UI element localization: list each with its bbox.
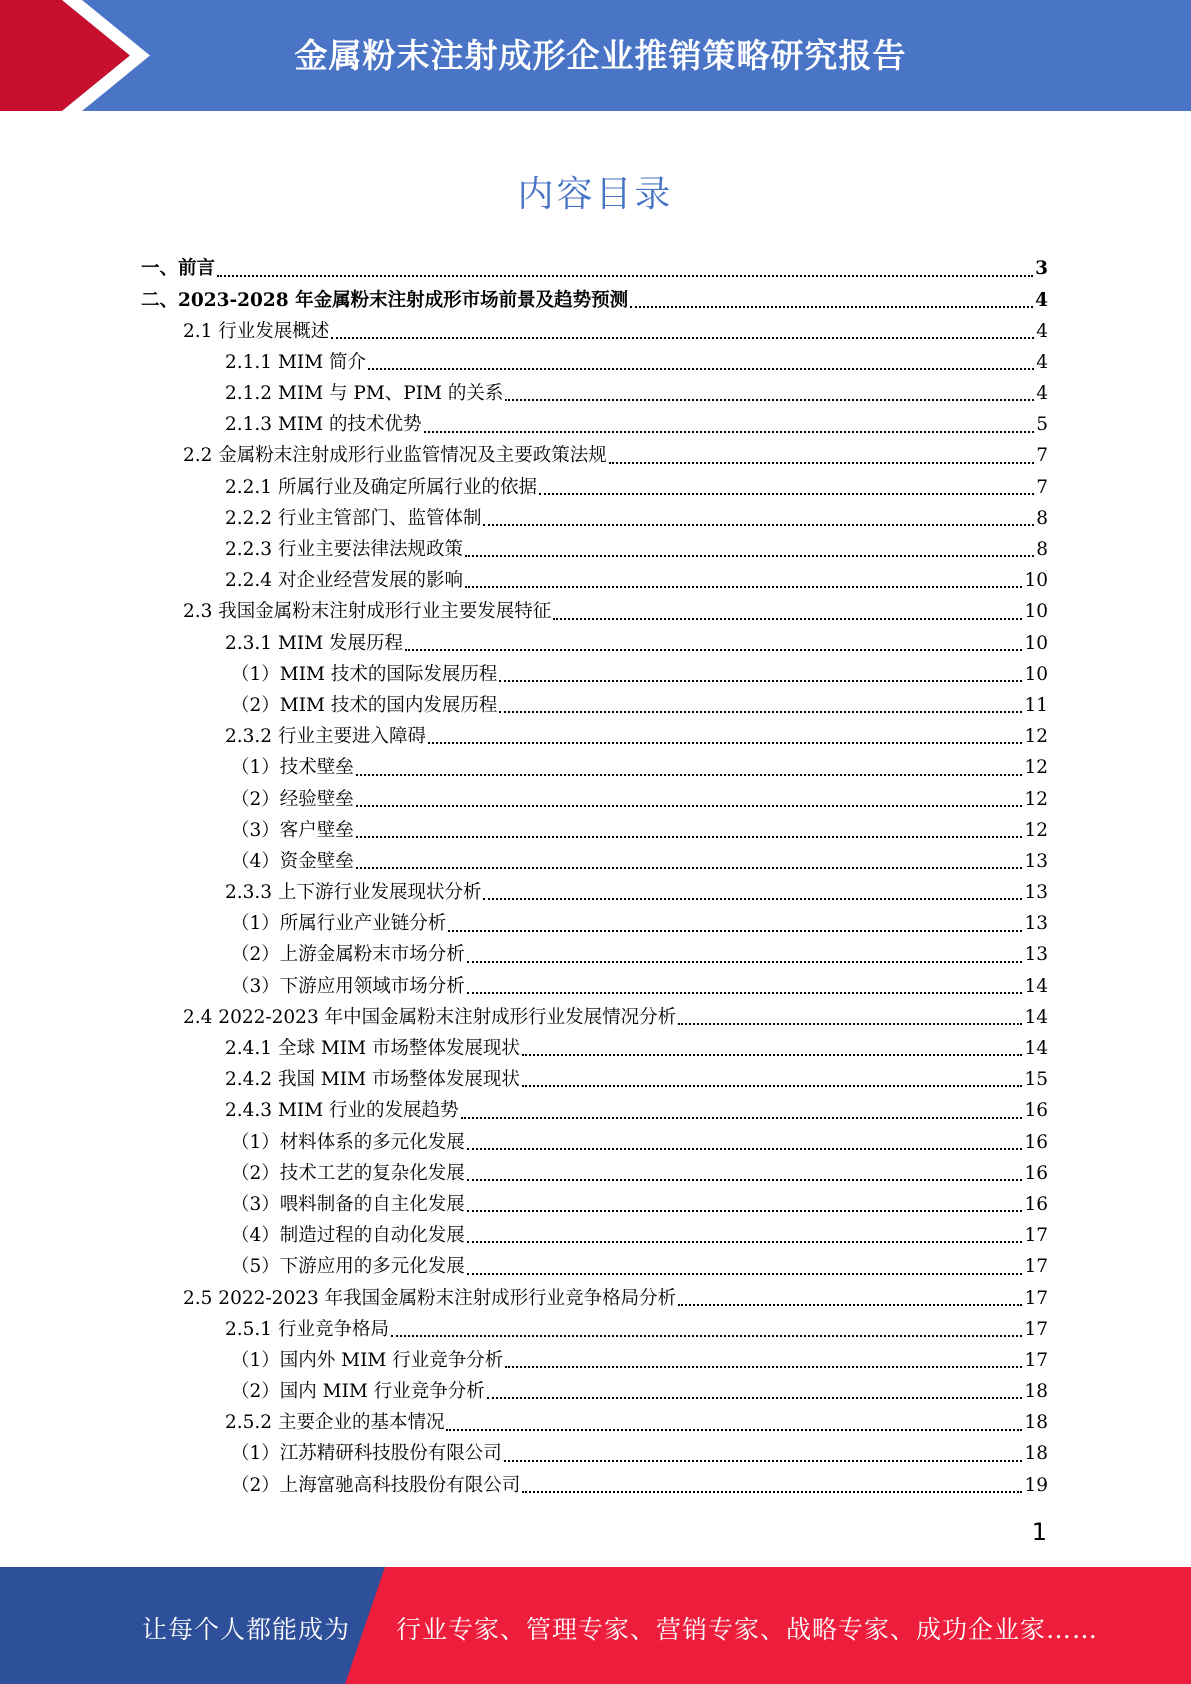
toc-leader-dots (428, 742, 1022, 744)
toc-entry[interactable] (141, 410, 1048, 441)
toc-leader-dots (609, 462, 1034, 464)
toc-entry[interactable] (141, 815, 1048, 846)
toc-entry[interactable] (141, 1314, 1048, 1345)
toc-leader-dots (522, 1491, 1022, 1493)
toc-entry-page: 17 (1024, 1256, 1048, 1278)
toc-entry-title: （1）所属行业产业链分析 (231, 913, 447, 935)
toc-entry[interactable] (141, 535, 1048, 566)
toc-entry-title: （3）客户壁垒 (231, 819, 354, 841)
toc-entry-title: （4）资金壁垒 (231, 850, 354, 872)
toc-leader-dots (678, 1023, 1022, 1025)
toc-entry-page: 17 (1024, 1349, 1048, 1371)
toc-entry-page: 16 (1024, 1193, 1048, 1215)
toc-leader-dots (487, 1397, 1023, 1399)
toc-leader-dots (522, 1085, 1023, 1087)
toc-entry-title: 2.3 我国金属粉末注射成形行业主要发展特征 (183, 601, 552, 623)
toc-entry[interactable] (141, 1283, 1048, 1314)
toc-entry-title: （5）下游应用的多元化发展 (231, 1256, 465, 1278)
toc-entry-page: 13 (1024, 944, 1048, 966)
toc-entry[interactable] (141, 1034, 1048, 1065)
toc-entry[interactable] (141, 1065, 1048, 1096)
page-number: 1 (1031, 1518, 1047, 1546)
toc-leader-dots (630, 306, 1033, 308)
toc-entry[interactable] (141, 472, 1048, 503)
toc-entry-title: 2.2.3 行业主要法律法规政策 (225, 539, 463, 561)
toc-entry-page: 12 (1024, 819, 1048, 841)
toc-entry-page: 4 (1036, 320, 1048, 342)
toc-leader-dots (467, 992, 1023, 994)
toc-entry-page: 11 (1024, 694, 1048, 716)
toc-entry-page: 16 (1024, 1100, 1048, 1122)
toc-entry[interactable] (141, 597, 1048, 628)
toc-entry-title: 2.5 2022-2023 年我国金属粉末注射成形行业竞争格局分析 (183, 1287, 677, 1309)
toc-leader-dots (465, 555, 1034, 557)
toc-leader-dots (553, 618, 1022, 620)
toc-entry-page: 16 (1024, 1131, 1048, 1153)
toc-entry[interactable] (141, 254, 1048, 285)
toc-entry[interactable] (141, 722, 1048, 753)
toc-entry-title: 一、前言 (141, 258, 216, 280)
footer-slogan-left: 让每个人都能成为 (142, 1615, 351, 1644)
toc-entry-page: 19 (1024, 1474, 1048, 1496)
toc-entry-page: 14 (1024, 1038, 1048, 1060)
toc-leader-dots (522, 1054, 1023, 1056)
toc-entry-page: 4 (1036, 351, 1048, 373)
toc-leader-dots (331, 337, 1034, 339)
toc-entry[interactable] (141, 441, 1048, 472)
toc-entry[interactable] (141, 628, 1048, 659)
toc-entry-page: 17 (1024, 1318, 1048, 1340)
toc-entry-page: 17 (1024, 1287, 1048, 1309)
toc-entry-page: 18 (1024, 1443, 1048, 1465)
toc-entry-page: 4 (1036, 383, 1048, 405)
toc-entry-title: 2.4.3 MIM 行业的发展趋势 (225, 1100, 459, 1122)
toc-entry[interactable] (141, 659, 1048, 690)
toc-entry-title: 2.2.1 所属行业及确定所属行业的依据 (225, 476, 537, 498)
footer-slogan-right: 行业专家、管理专家、营销专家、战略专家、成功企业家…… (396, 1615, 1099, 1644)
toc-entry-title: （2）技术工艺的复杂化发展 (231, 1162, 465, 1184)
toc-leader-dots (465, 586, 1022, 588)
toc-entry-title: 2.4.2 我国 MIM 市场整体发展现状 (225, 1069, 520, 1091)
toc-leader-dots (467, 1148, 1023, 1150)
toc-entry-title: （1）国内外 MIM 行业竞争分析 (231, 1349, 504, 1371)
toc-entry[interactable] (141, 878, 1048, 909)
toc-entry-page: 12 (1024, 757, 1048, 779)
toc-entry[interactable] (141, 316, 1048, 347)
toc-entry-title: （1）材料体系的多元化发展 (231, 1131, 465, 1153)
toc-entry-page: 12 (1024, 788, 1048, 810)
toc-leader-dots (678, 1304, 1022, 1306)
toc-entry-page: 13 (1024, 850, 1048, 872)
toc-entry-title: （2）国内 MIM 行业竞争分析 (231, 1381, 485, 1403)
toc-leader-dots (467, 1241, 1023, 1243)
toc-entry[interactable] (141, 1408, 1048, 1439)
header-banner (0, 0, 1191, 111)
toc-leader-dots (356, 836, 1023, 838)
toc-leader-dots (467, 1273, 1023, 1275)
toc-entry-title: 2.2.4 对企业经营发展的影响 (225, 570, 463, 592)
toc-leader-dots (504, 1460, 1023, 1462)
toc-entry[interactable] (141, 847, 1048, 878)
toc-leader-dots (356, 867, 1023, 869)
toc-leader-dots (368, 368, 1034, 370)
table-of-contents (141, 254, 1048, 1502)
toc-entry-title: （2）经验壁垒 (231, 788, 354, 810)
toc-entry-page: 5 (1036, 414, 1048, 436)
toc-entry[interactable] (141, 1127, 1048, 1158)
toc-entry[interactable] (141, 1439, 1048, 1470)
toc-entry-title: （2）MIM 技术的国内发展历程 (231, 694, 498, 716)
toc-entry-page: 14 (1024, 975, 1048, 997)
toc-entry-title: 2.2 金属粉末注射成形行业监管情况及主要政策法规 (183, 445, 607, 467)
toc-leader-dots (467, 1179, 1023, 1181)
toc-entry-page: 10 (1024, 663, 1048, 685)
toc-leader-dots (467, 1210, 1023, 1212)
toc-leader-dots (448, 930, 1022, 932)
toc-leader-dots (356, 805, 1023, 807)
toc-entry[interactable] (141, 691, 1048, 722)
toc-entry-title: （2）上海富驰高科技股份有限公司 (231, 1474, 521, 1496)
toc-entry[interactable] (141, 940, 1048, 971)
toc-entry-page: 15 (1024, 1069, 1048, 1091)
toc-entry[interactable] (141, 566, 1048, 597)
report-title: 金属粉末注射成形企业推销策略研究报告 (294, 36, 907, 75)
toc-leader-dots (461, 1117, 1023, 1119)
toc-entry-title: 2.4 2022-2023 年中国金属粉末注射成形行业发展情况分析 (183, 1006, 677, 1028)
toc-entry[interactable] (141, 1096, 1048, 1127)
toc-entry-title: 2.2.2 行业主管部门、监管体制 (225, 507, 482, 529)
toc-entry-title: （3）喂料制备的自主化发展 (231, 1193, 465, 1215)
toc-entry-title: （1）MIM 技术的国际发展历程 (231, 663, 498, 685)
toc-leader-dots (483, 524, 1034, 526)
toc-leader-dots (391, 1335, 1022, 1337)
toc-leader-dots (424, 431, 1035, 433)
toc-entry[interactable] (141, 1377, 1048, 1408)
toc-entry[interactable] (141, 1470, 1048, 1501)
toc-entry[interactable] (141, 285, 1048, 316)
toc-leader-dots (356, 774, 1023, 776)
toc-entry[interactable] (141, 1190, 1048, 1221)
toc-entry-title: 2.5.2 主要企业的基本情况 (225, 1412, 445, 1434)
toc-entry-title: 2.3.2 行业主要进入障碍 (225, 726, 426, 748)
toc-entry-page: 7 (1036, 445, 1048, 467)
toc-entry[interactable] (141, 753, 1048, 784)
toc-leader-dots (446, 1429, 1022, 1431)
toc-entry-title: 2.3.1 MIM 发展历程 (225, 632, 404, 654)
toc-entry-title: 2.5.1 行业竞争格局 (225, 1318, 389, 1340)
toc-entry-page: 16 (1024, 1162, 1048, 1184)
toc-entry-title: 2.1 行业发展概述 (183, 320, 330, 342)
toc-entry-title: （3）下游应用领域市场分析 (231, 975, 465, 997)
toc-entry-page: 17 (1024, 1225, 1048, 1247)
toc-entry-page: 10 (1024, 570, 1048, 592)
toc-leader-dots (405, 649, 1022, 651)
toc-entry-title: 2.4.1 全球 MIM 市场整体发展现状 (225, 1038, 520, 1060)
toc-entry-page: 14 (1024, 1006, 1048, 1028)
toc-entry-page: 10 (1024, 601, 1048, 623)
toc-leader-dots (505, 1366, 1022, 1368)
toc-entry[interactable] (141, 1003, 1048, 1034)
toc-entry-title: 2.1.1 MIM 简介 (225, 351, 367, 373)
footer-banner (0, 1567, 1191, 1684)
toc-entry-page: 7 (1036, 476, 1048, 498)
toc-entry-page: 4 (1035, 289, 1048, 311)
toc-entry[interactable] (141, 971, 1048, 1002)
toc-entry[interactable] (141, 1158, 1048, 1189)
toc-entry-title: （4）制造过程的自动化发展 (231, 1225, 465, 1247)
toc-entry-page: 8 (1036, 507, 1048, 529)
toc-entry-title: 2.3.3 上下游行业发展现状分析 (225, 882, 482, 904)
toc-entry-page: 10 (1024, 632, 1048, 654)
toc-entry-page: 3 (1035, 258, 1048, 280)
toc-entry-page: 18 (1024, 1381, 1048, 1403)
toc-entry-title: （1）江苏精研科技股份有限公司 (231, 1443, 502, 1465)
toc-entry[interactable] (141, 504, 1048, 535)
toc-entry-title: 2.1.2 MIM 与 PM、PIM 的关系 (225, 383, 504, 405)
toc-entry-title: 2.1.3 MIM 的技术优势 (225, 414, 422, 436)
toc-entry[interactable] (141, 1252, 1048, 1283)
toc-leader-dots (539, 493, 1034, 495)
toc-leader-dots (499, 680, 1022, 682)
toc-entry-title: （2）上游金属粉末市场分析 (231, 944, 465, 966)
toc-entry[interactable] (141, 784, 1048, 815)
toc-leader-dots (499, 711, 1022, 713)
toc-heading: 内容目录 (517, 174, 674, 215)
toc-entry-page: 8 (1036, 539, 1048, 561)
toc-entry[interactable] (141, 909, 1048, 940)
toc-entry-page: 18 (1024, 1412, 1048, 1434)
toc-entry-page: 13 (1024, 913, 1048, 935)
toc-leader-dots (217, 275, 1033, 277)
toc-entry[interactable] (141, 379, 1048, 410)
toc-entry[interactable] (141, 1346, 1048, 1377)
toc-leader-dots (505, 399, 1034, 401)
toc-entry-title: （1）技术壁垒 (231, 757, 354, 779)
toc-entry-page: 13 (1024, 882, 1048, 904)
toc-leader-dots (483, 898, 1022, 900)
toc-entry[interactable] (141, 1221, 1048, 1252)
toc-entry-title: 二、2023-2028 年金属粉末注射成形市场前景及趋势预测 (141, 289, 629, 311)
toc-leader-dots (467, 961, 1023, 963)
toc-entry-page: 12 (1024, 726, 1048, 748)
toc-entry[interactable] (141, 348, 1048, 379)
